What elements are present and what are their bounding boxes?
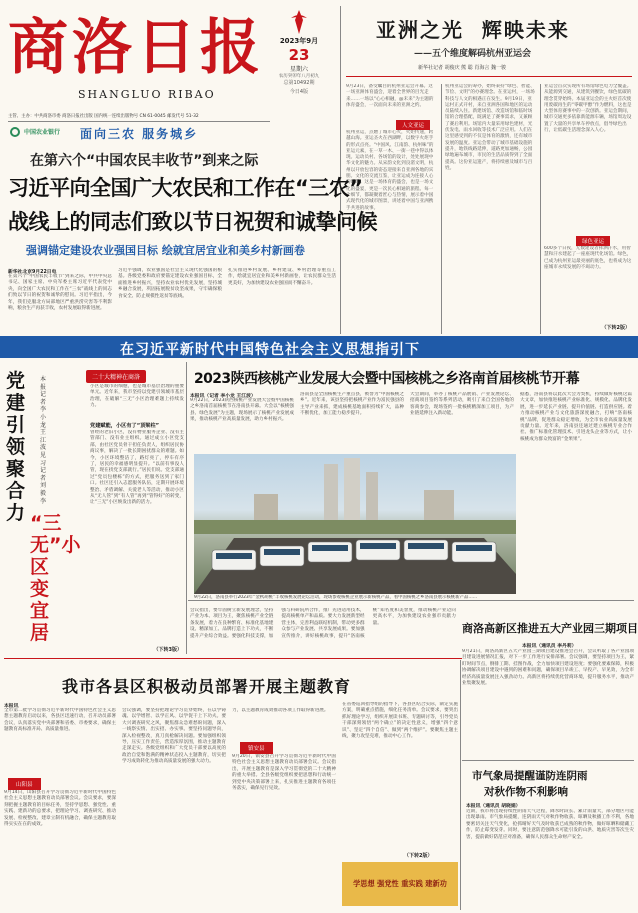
feature-column-3b: 600多个日夜，无数建设者挥洒汗水，用智慧和汗水建起了一座座现代化场馆。绿色，已成为杭州亚运最亮丽的底色，也将成为这座城市永续发展的不竭动力。 [544, 246, 632, 270]
lead-headline-2[interactable]: 战线上的同志们致以节日祝贺和诚挚问候 [8, 210, 377, 234]
weekday: 星期六 [289, 66, 308, 73]
page-count: 今日4版 [289, 89, 309, 95]
divider [8, 121, 270, 122]
walnut-photo [194, 454, 516, 594]
project-body: 9月21日，商洛高新区五大产业园三期项目建设推进会召开，会议听取了各产业园项目建设进展情况汇报，对下一步工作进行安排部署。会议强调，要坚持项目为王，紧盯时间节点，倒排工期、挂图作战，全力加快项目建设进度；要强化要素保障，积极协调解决项目建设中遇到的困难和问题，确保项目早竣工、早投产、早见效，为全市经济高质量发展注入强劲动力。高新区将持续优化营商环境，提升服务水平，推动产业集聚发展。 [462, 649, 634, 687]
left-continued: （下转3版） [153, 647, 182, 653]
theme-banner [0, 336, 638, 358]
county-tag-shanyang: 山阳县 [8, 778, 41, 790]
weather-headline-2[interactable]: 对秋作物不利影响 [484, 786, 568, 798]
left-body-2: 曾经的老旧小区，没有物业服务企业、没有主管部门、没有业主组织。通过成立小区党支部，由社区党员骨干担任负责人，组织居民协商议事，解决了一批长期困扰群众的难题。如今，小区环境整洁了，路灯亮了，停车有序了，居民的幸福感明显提升。“以前有事没人管，现在找党支部就行。”居民们说。党支部通过“党员包楼栋”的方式，把服务送到了家门口。社区还引入志愿服务队伍，定期开展环境整治、矛盾调解、关爱老人等活动，推动小区从“无人管”到“有人管”再到“管得好”的转变，让“三无”小区焕发出新的活力。 [90, 430, 184, 506]
lead-headline-1[interactable]: 习近平向全国广大农民和工作在“三农” [8, 176, 363, 200]
theme-body-1: 全市第二批学习贯彻习近平新时代中国特色社会主义思想主题教育启动以来，各县区迅速行动，召开动员部署会议，认真落实党中央部署和省委、市委要求，确保主题教育高标准开局、高质量推进。 [4, 708, 116, 733]
feature-column-1b: 杭州亚运，点燃了城市心火，火炬传递，跨越山海。亚运圣火在西湖畔，以数字火炬手的形式点亮。“中国风、江南韵、杭州味”的亚运元素，在一草一木、一街一巷中得以体现。运动员村、各场馆的设计，处处展现中华文化的魅力。从宋韵文化到良渚文明，杭州以开放包容的姿态迎接来自亚洲各地的宾朋。文化的交流互鉴，让亚运成为连接人心的纽带。这是一场体育的盛会，也是一场文化的盛宴，更是一次民心相通的旅程。每一个细节，都凝聚着匠心与热情，展示着中国式现代化的城市图景，讲述着中国与亚洲携手共进的故事。 [346, 130, 434, 211]
section-label-green: 绿色亚运 [576, 236, 610, 246]
theme-body-1b: 9月14日，山阳县召开学习贯彻习近平新时代中国特色社会主义思想主题教育动员部署会议。会议要求，要深刻把握主题教育的目标任务，坚持学思想、强党性、重实践、建新功的总要求，把理论学习、调查研究、推动发展、检视整改、建章立制有机融合，确保主题教育取得实实在在的成效。 [4, 790, 116, 828]
project-headline[interactable]: 商洛高新区推进五大产业园三期项目 [462, 622, 638, 635]
divider [540, 84, 541, 334]
sponsor-slogan: 面向三农 服务城乡 [80, 127, 199, 141]
left-headline-a[interactable]: 党建引领聚合力 [6, 370, 26, 524]
walnut-body-1: 9月22日，2023陕西核桃产业发展大会暨中国核桃之乡洛南首届核桃节在洛南县开幕。大会以“核桃强县、绿色发展”为主题，现场展示了核桃产业发展成果，推动核桃产业高质量发展，助力乡村振兴。 [190, 398, 294, 423]
weather-byline: 本报讯（通讯员 胡晓娟） [466, 804, 521, 809]
left-tag: 二十大精神在商洛 [86, 370, 146, 383]
theme-story [4, 662, 460, 910]
theme-continued: （下转2版） [404, 853, 433, 859]
feature-story [346, 6, 632, 336]
divider [4, 658, 462, 659]
logo-pinyin: SHANGLUO RIBAO [78, 88, 216, 101]
feature-column-3: 亚运会首次实现所有场馆绿色电力全覆盖。从能源到交通，从建筑到餐饮，绿色低碳的理念贯穿始终。本届亚运会的主火炬首次使用废碳再生的“零碳甲醇”作为燃料，这也是大型体育赛事中的一次创新。亚运会期间，城市交通更多依靠新能源车辆，场馆周边设置了大量的共享单车停放点，倡导绿色出行，让低碳生活理念深入人心。 [544, 84, 632, 134]
feature-column-2: 杭州亚运会的筹办，始终秉持“绿色、智能、节俭、文明”的办赛理念。在亚运村，一场场科技与人文的相遇正在发生。9月19日，亚运村正式开村，来自亚洲各国和地区的运动员陆续入住。新建场馆、改造场馆和临时场馆的合理搭配，既满足了赛事需求，又兼顾了赛后利用。场馆内大量采用绿色建材，光伏发电、雨水回收等技术广泛应用。人们在这里感受到的不仅是体育的激情，还有城市发展的温度。亚运会带动了城市基础设施的提升，地铁线路延伸，道路更加通畅，公园绿地遍布城市，市民的生活品质得到了全面提高。这份亚运遗产，将持续惠及城市与百姓。 [445, 84, 535, 171]
weather-story [466, 762, 634, 910]
feature-subtitle: ——五个维度解码杭州亚运会 [414, 49, 532, 59]
divider [186, 362, 187, 654]
sponsor-logo-icon [10, 127, 20, 137]
left-body-1: 小区是城市的细胞，也是城市基层治理的重要单元。近年来，我市坚持以党建引领城市基层治理，在破解“三无”小区治理难题上持续发力。 [90, 384, 184, 409]
county-tag-zhenan: 镇安县 [240, 742, 273, 754]
divider [462, 760, 634, 761]
walnut-headline[interactable]: 2023陕西核桃产业发展大会暨中国核桃之乡洛南首届核桃节开幕 [194, 371, 579, 387]
issue-day: 23 [288, 46, 310, 64]
date-box [268, 8, 330, 118]
feature-byline: 新华社记者 胡俊庆 熊 聪 肖海言 魏一骏 [418, 65, 506, 71]
date-emblem-icon [285, 8, 313, 36]
walnut-byline: 本报讯（记者 李小龙 王江波） [190, 394, 256, 399]
walnut-body-2: 洛南县是全国核桃生产重点县，被誉为“中国核桃之乡”。近年来，该县坚持把核桃产业作为富民强县的主导产业来抓，建成核桃基地面积持续扩大，品种不断优化，加工能力稳步提升。 [300, 392, 404, 417]
divider [346, 76, 632, 77]
lunar-date: 农历癸卯年八月初九 [278, 74, 320, 79]
newspaper-logo: 商洛日报 [8, 13, 264, 83]
theme-slogan-box: 学思想 强党性 重实践 建新功 [342, 862, 458, 906]
continued-note: （下转2版） [601, 325, 630, 331]
divider [441, 84, 442, 334]
divider [340, 6, 341, 334]
project-story [462, 604, 638, 756]
project-byline: 本报讯（通讯员 李丹莉） [522, 644, 577, 649]
theme-body-4: 在省委巡回指导组的指导下，各县区结合实际，制定实施方案，明确重点措施，细化任务清单。会议要求，要突出抓好理论学习，组织开展读书班、专题研讨等，引导党员干部深刻领悟“两个确立”的决定性意义，增强“四个意识”、坚定“四个自信”、做到“两个维护”。要聚焦主题主线，聚力攻坚克难，推动中心工作。 [342, 702, 458, 740]
left-story [4, 362, 184, 656]
divider [188, 600, 634, 601]
theme-headline[interactable]: 我市各县区积极动员部署开展主题教育 [62, 677, 352, 696]
lead-body-3: 扎实推进乡村发展、乡村建设、乡村治理等重点工作，绘就宜居宜业和美乡村新画卷，让农民群众生活更美好，为加快建设农业强国而不懈奋斗。 [228, 268, 336, 286]
left-subhead: 党建赋能，小区有了“顶梁柱” [90, 423, 160, 429]
lead-story [8, 146, 377, 336]
issue-number: 总第10492期 [283, 80, 315, 86]
weather-headline-1[interactable]: 市气象局提醒谨防连阴雨 [472, 770, 588, 782]
feature-title[interactable]: 亚洲之光 辉映未来 [376, 18, 570, 42]
lead-body-2: 习近平强调，农业强国是社会主义现代化强国的根基。各级党委和政府要锚定建设农业强国目标，全面推进乡村振兴，坚持农业农村优先发展，坚持城乡融合发展，巩固拓展脱贫攻坚成果，守牢确保粮食安全、防止规模性返贫等底线。 [118, 268, 222, 299]
theme-body-2: 会议强调，要坚持把理论学习贯穿始终，在以学铸魂、以学增智、以学正风、以学促干上下功夫。要大兴调查研究之风，聚焦群众急难愁盼问题，深入一线察实情、出实招、办实事。要坚持问题导向，深入检视整改，真刀真枪解决问题。要加强组织领导，压实工作责任，营造浓厚氛围，推动主题教育走深走实。各级党组织和广大党员干部要以高度的政治自觉和饱满的精神状态投入主题教育，切实把学习成效转化为推动高质量发展的强大动力。 [122, 708, 226, 765]
banner-text: 在习近平新时代中国特色社会主义思想指引下 [120, 342, 420, 358]
publication-info: 主管、主办：中共商洛市委 商洛日报社出版 国内统一连续出版物号 CN 61-0045 邮发代号 51-32 [8, 114, 199, 119]
photo-caption: 9月22日，洛南县举行2023年“金秋胡桃”丰收核桃发展论坛活动，现场参观核桃企业展示新核桃产品，看中国核桃之乡洛南县展示核桃新产品…… [194, 595, 478, 600]
weather-body: 近期，我市将出现持续性阴雨天气过程，降水时段长、累计雨量大，部分地区可能出现暴雨。市气象局提醒，连阴雨天气对秋作物收获、晾晒及秋播工作不利，各地要密切关注天气变化，抢抓晴好天气及时收获已成熟的秋作物，做好晾晒和储藏工作，防止霉变发芽。同时，要注意防范强降水可能引发的山洪、地质灾害等次生灾害，提前做好防范应对准备，确保人民群众生命财产安全。 [466, 809, 634, 840]
sponsor-name: 中国农业银行 [24, 129, 61, 136]
lead-body-1: 在第六个“中国农民丰收节”到来之际，中共中央总书记、国家主席、中央军委主席习近平代表党中央，向全国广大农民和工作在“三农”战线上的同志们致以节日的祝贺和诚挚的慰问。习近平指出，今年，我们克服北方局部地区严重洪涝灾害等不利影响，粮食生产再获丰收，农村发展取得新进展。 [8, 274, 112, 312]
walnut-body-3: 大会期间，举办了核桃产品展销、产业发展论坛、招商项目签约等系列活动，吸引了来自全国各地的客商参会，现场签约一批核桃精深加工项目，为产业链延伸注入新动能。 [410, 392, 514, 417]
divider [460, 660, 461, 910]
lead-kicker: 在第六个“中国农民丰收节”到来之际 [30, 153, 259, 169]
theme-byline: 本报讯 [4, 704, 19, 709]
issue-date: 2023年9月 [279, 37, 319, 45]
left-headline-b[interactable]: “三无”小区变宜居 [30, 512, 81, 644]
walnut-body-4: 据悉，洛南县将以此次大会为契机，持续做好核桃这篇大文章，加快推进核桃产业标准化、规模化、品牌化发展，进一步延长产业链、提升价值链、打造供应链。着力推动核桃产业与文化旅游深度融合，打响“洛南核桃”品牌，促进群众稳定增收，为全市农业高质量发展贡献力量。近年来，洛南县还通过建立核桃专业合作社、推广标准化管理技术、引进龙头企业等方式，让小核桃成为群众致富的“金果果”。 [520, 392, 632, 442]
walnut-continued-body: 会议指出，要牢固树立新发展理念，坚持产业为本、项目为王，聚焦核桃产业全链条发展，着力在良种繁育、标准化基地建设、精深加工、品牌打造上下功夫，不断提升产业综合效益。要强化科技支撑，加强与科研院所合作，推广先进适用技术，提高核桃单产和品质。要大力发展新型经营主体，完善利益联结机制，带动更多群众参与产业发展、共享发展成果。要加强宣传推介，讲好核桃故事，提升“洛南核桃”知名度和美誉度，推动核桃产业迈向更高水平，为加快建设农业强市贡献力量。 [190, 608, 456, 639]
walnut-story [190, 362, 634, 600]
section-label-culture: 人文亚运 [396, 120, 430, 130]
left-bylines: 本报记者 李小龙 王江波 见习记者 刘毅李 [40, 376, 47, 505]
theme-body-3b: 9月20日，镇安县召开学习贯彻习近平新时代中国特色社会主义思想主题教育动员部署会议。会议指出，开展主题教育是深入学习贯彻党的二十大精神的重大举措。全县各级党组织要把思想和行动统一到党中央决策部署上来，扎实推进主题教育各项任务落实，确保见行见效。 [232, 754, 336, 792]
lead-dateline: 新华社北京9月22日电 [8, 270, 57, 275]
feature-column-1: 9月23日，备受瞩目的杭州亚运会开幕。这一场亚洲体育盛会，迎着全世界的目光走来……一场以“心心相融，@未来”为主题的体育盛会，一次面向未来的亚洲之约。 [346, 84, 434, 108]
lead-deck: 强调锚定建设农业强国目标 绘就宜居宜业和美乡村新画卷 [26, 244, 305, 257]
theme-body-3: 力，以主题教育成效推动各项工作取得新进展。 [232, 708, 329, 713]
